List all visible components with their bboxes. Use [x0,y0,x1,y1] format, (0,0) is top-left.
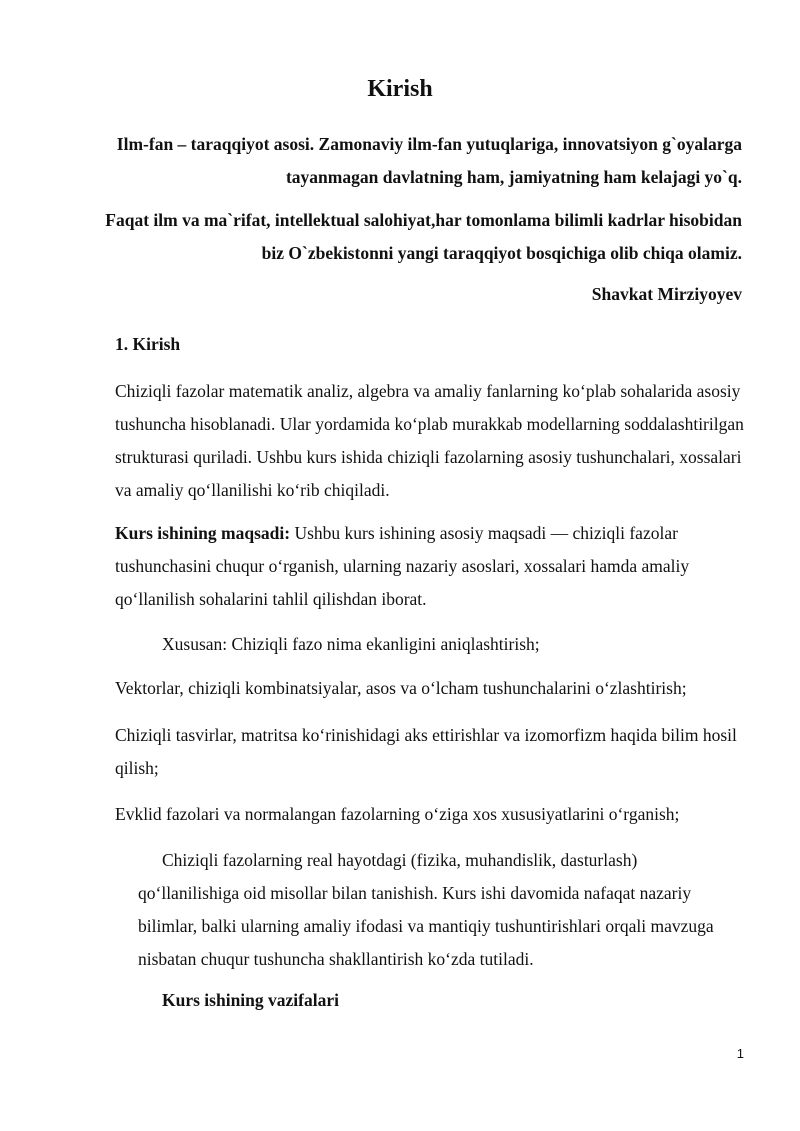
page-title: Kirish [367,76,433,102]
epigraph-quote-2: Faqat ilm va ma`rifat, intellektual salohiyat,har tomonlama bilimli kadrlar hisobidan biz O`zbekistonni yangi taraqqiyot bosqichiga olib chiqa olamiz. [105,210,742,263]
goal-paragraph [115,517,745,616]
subsection-heading: Kurs ishining vazifalari [162,990,339,1010]
list-item: Vektorlar, chiziqli kombinatsiyalar, asos va o‘lcham tushunchalarini o‘zlashtirish; [115,678,687,698]
list-item: Chiziqli tasvirlar, matritsa ko‘rinishidagi aks ettirishlar va izomorfizm haqida bilim hosil qilish; [115,725,737,778]
list-item: Xususan: Chiziqli fazo nima ekanligini aniqlashtirish; [162,634,540,654]
list-item: Chiziqli fazolarning real hayotdagi (fizika, muhandislik, dasturlash) qo‘llanilishiga oid misollar bilan tanishish. Kurs ishi davomida nafaqat nazariy bilimlar, balki ularning amaliy ifodasi va mantiqiy tushuntirishlari orqali mavzuga nisbatan chuqur tushuncha shakllantirish ko‘zda tutiladi. [138,850,714,969]
goal-text: Ushbu kurs ishining asosiy maqsadi — chiziqli fazolar tushunchasini chuqur o‘rganish, ularning nazariy asoslari, xossalari hamda amaliy qo‘llanilish sohalarini tahlil qilishdan iborat. [115,523,690,609]
section-heading: 1. Kirish [115,334,181,354]
list-item: Evklid fazolari va normalangan fazolarning o‘ziga xos xususiyatlarini o‘rganish; [115,804,680,824]
page-number: 1 [736,1046,744,1061]
epigraph-quote-1: Ilm-fan – taraqqiyot asosi. Zamonaviy ilm-fan yutuqlariga, innovatsiyon g`oyalarga tayanmagan davlatning ham, jamiyatning ham kelajagi yo`q. [116,134,742,187]
epigraph-author: Shavkat Mirziyoyev [591,284,742,304]
intro-paragraph: Chiziqli fazolar matematik analiz, algebra va amaliy fanlarning ko‘plab sohalarida asosiy tushuncha hisoblanadi. Ular yordamida ko‘plab murakkab modellarning soddalashtirilgan strukturasi quriladi. Ushbu kurs ishida chiziqli fazolarning asosiy tushunchalari, xossalari va amaliy qo‘llanilishi ko‘rib chiqiladi. [115,381,744,500]
goal-label: Kurs ishining maqsadi: [115,523,291,543]
